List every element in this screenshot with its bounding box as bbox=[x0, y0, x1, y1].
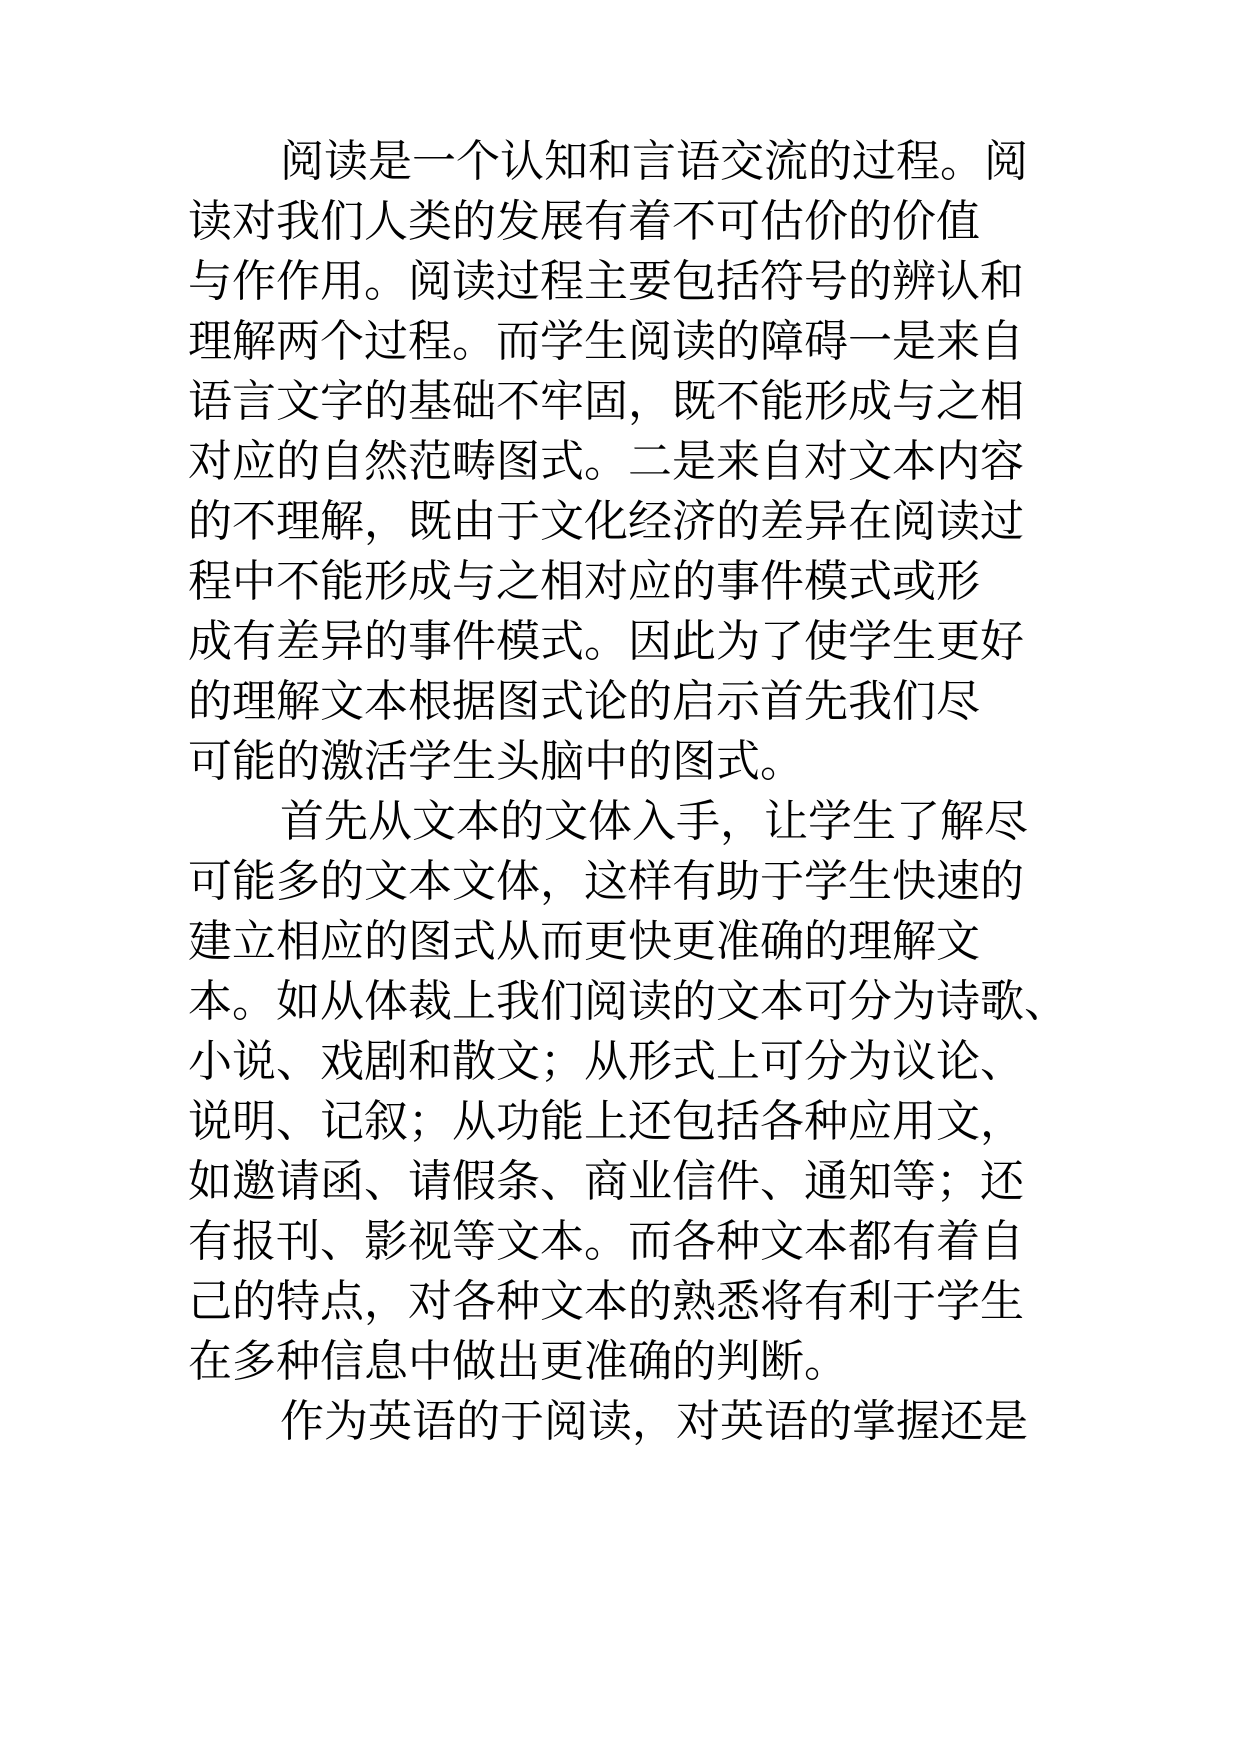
text-line: 的不理解，既由于文化经济的差异在阅读过 bbox=[188, 496, 1024, 547]
text-line: 己的特点，对各种文本的熟悉将有利于学生 bbox=[188, 1276, 1024, 1327]
text-line: 首先从文本的文体入手，让学生了解尽 bbox=[280, 796, 1028, 847]
text-line: 对应的自然范畴图式。二是来自对文本内容 bbox=[188, 436, 1024, 487]
text-line: 建立相应的图式从而更快更准确的理解文 bbox=[188, 916, 980, 967]
text-line: 成有差异的事件模式。因此为了使学生更好 bbox=[188, 616, 1024, 667]
text-line: 可能多的文本文体，这样有助于学生快速的 bbox=[188, 856, 1024, 907]
text-line: 本。如从体裁上我们阅读的文本可分为诗歌、 bbox=[188, 976, 1068, 1027]
text-line: 程中不能形成与之相对应的事件模式或形 bbox=[188, 556, 980, 607]
text-line: 阅读是一个认知和言语交流的过程。阅 bbox=[280, 136, 1028, 187]
text-line: 与作作用。阅读过程主要包括符号的辨认和 bbox=[188, 256, 1024, 307]
text-line: 有报刊、影视等文本。而各种文本都有着自 bbox=[188, 1216, 1024, 1267]
text-line: 理解两个过程。而学生阅读的障碍一是来自 bbox=[188, 316, 1024, 367]
text-line: 说明、记叙；从功能上还包括各种应用文， bbox=[188, 1096, 1024, 1147]
text-line: 在多种信息中做出更准确的判断。 bbox=[188, 1336, 848, 1387]
text-line: 如邀请函、请假条、商业信件、通知等；还 bbox=[188, 1156, 1024, 1207]
text-line: 作为英语的于阅读，对英语的掌握还是 bbox=[280, 1396, 1028, 1447]
text-line: 的理解文本根据图式论的启示首先我们尽 bbox=[188, 676, 980, 727]
text-line: 读对我们人类的发展有着不可估价的价值 bbox=[188, 196, 980, 247]
text-line: 小说、戏剧和散文；从形式上可分为议论、 bbox=[188, 1036, 1024, 1087]
text-line: 可能的激活学生头脑中的图式。 bbox=[188, 736, 804, 787]
text-line: 语言文字的基础不牢固，既不能形成与之相 bbox=[188, 376, 1024, 427]
